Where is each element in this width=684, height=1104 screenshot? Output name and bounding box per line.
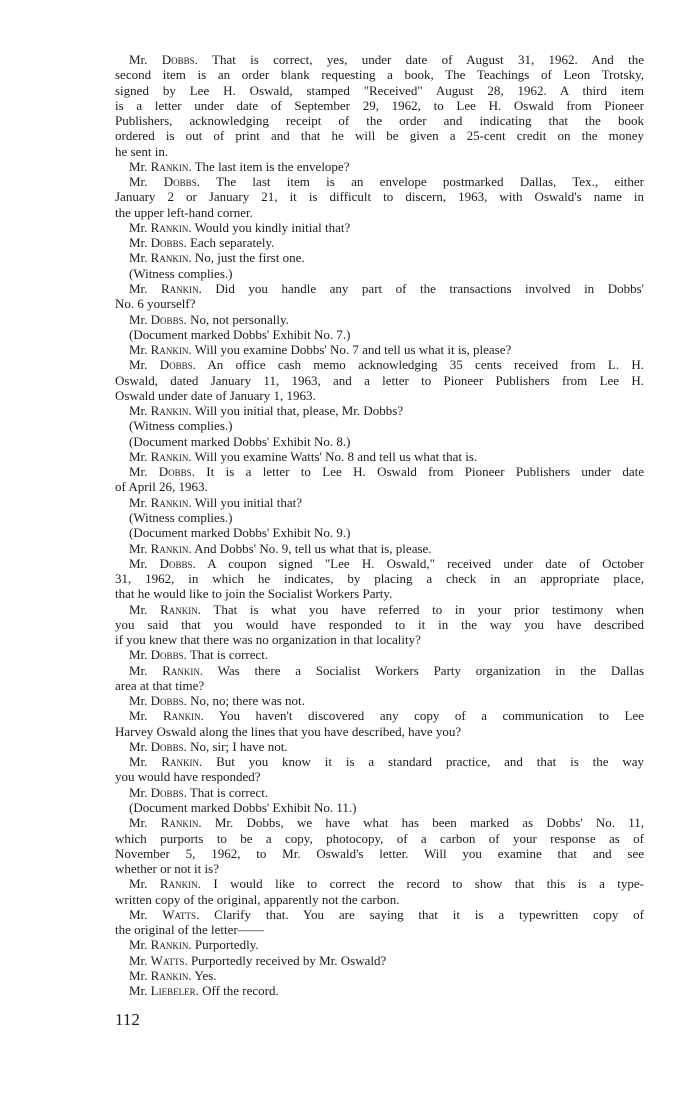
line-text: That is correct. (189, 784, 269, 800)
text-line (115, 327, 644, 342)
speaker-name: Dobbs (150, 738, 184, 754)
speaker-title: Mr. (129, 647, 148, 663)
speaker-title: Mr. (129, 738, 148, 754)
line-text: Clarify that. You are saying that it is a typewritten copy of (214, 906, 645, 922)
text-line: Mr. Dobbs. A coupon signed "Lee H. Oswald," received under date of October (129, 555, 644, 571)
line-text: Purportedly received by Mr. Oswald? (190, 952, 387, 968)
line-text: January 2 or January 21, it is difficult to discern, 1963, with Oswald's name in (115, 189, 644, 205)
line-text: Will you examine Watts' No. 8 and tell us what that is. (194, 448, 478, 464)
line-text: Will you initial that? (194, 494, 303, 510)
speaker-name: Rankin (150, 937, 189, 953)
text-line (115, 189, 644, 204)
testimony-paragraph (115, 907, 644, 938)
line-text: whether or not it is? (115, 861, 219, 877)
speaker-title: Mr. (129, 280, 148, 296)
line-text: Publishers, acknowledging receipt of the order and indicating that the book (115, 113, 644, 129)
speaker-name: Rankin (150, 250, 189, 266)
line-text: (Document marked Dobbs' Exhibit No. 8.) (129, 433, 351, 449)
text-line (115, 418, 644, 433)
speaker-title: Mr. (129, 967, 148, 983)
text-line (115, 83, 644, 98)
text-line: Mr. Rankin. Will you examine Watts' No. 8 and tell us what that is. (129, 448, 478, 464)
speaker-title: Mr. (129, 693, 148, 709)
speaker-name: Rankin (150, 967, 189, 983)
text-line (115, 861, 644, 876)
speaker-name: Rankin (150, 448, 189, 464)
line-text: That is correct, yes, under date of August 31, 1962. And the (212, 52, 644, 67)
line-text: which purports to be a copy, photocopy, of a carbon of your response as of (115, 830, 644, 846)
speaker-name: Rankin (160, 815, 199, 831)
testimony-paragraph (115, 495, 644, 510)
line-text: (Document marked Dobbs' Exhibit No. 11.) (129, 800, 357, 816)
text-line: Mr. Liebeler. Off the record. (129, 983, 279, 999)
line-text: Oswald under date of January 1, 1963. (115, 387, 316, 403)
text-line: Mr. Rankin. You haven't discovered any copy of a communication to Lee (129, 708, 644, 724)
line-text: Would you kindly initial that? (194, 219, 351, 235)
line-text: The last item is the envelope? (194, 158, 350, 174)
line-text: Oswald, dated January 11, 1963, and a letter to Pioneer Publishers from Lee H. (115, 372, 644, 388)
speaker-title: Mr. (129, 876, 148, 892)
text-line (115, 892, 644, 907)
speaker-title: Mr. (129, 219, 148, 235)
line-text: November 5, 1962, to Mr. Oswald's letter. Will you examine that and see (115, 845, 644, 861)
speaker-name: Dobbs (150, 693, 184, 709)
text-line: Mr. Rankin. Yes. (129, 967, 217, 983)
speaker-name: Rankin (150, 540, 189, 556)
text-line: Mr. Dobbs. No, not personally. (129, 311, 289, 327)
line-text: No, not personally. (190, 311, 289, 327)
line-text: And Dobbs' No. 9, tell us what that is, please. (194, 540, 432, 556)
speaker-title: Mr. (129, 357, 148, 373)
text-line: Mr. Dobbs. No, sir; I have not. (129, 738, 288, 754)
parenthetical-note (115, 800, 644, 815)
line-text: It is a letter to Lee H. Oswald from Pioneer Publishers under date (206, 464, 645, 480)
testimony-paragraph (115, 876, 644, 907)
testimony-paragraph (115, 647, 644, 662)
speaker-title: Mr. (129, 754, 148, 770)
speaker-title: Mr. (129, 983, 148, 999)
testimony-paragraph (115, 174, 644, 220)
speaker-title: Mr. (129, 464, 148, 480)
transcript-body (115, 52, 644, 998)
speaker-name: Liebeler (150, 983, 196, 999)
text-line (115, 525, 644, 540)
line-text: No. 6 yourself? (115, 296, 196, 312)
line-text: Did you handle any part of the transactions involved in Dobbs' (215, 280, 644, 296)
text-line (115, 296, 644, 311)
text-line (115, 388, 644, 403)
speaker-name: Dobbs (163, 174, 197, 190)
parenthetical-note (115, 510, 644, 525)
testimony-paragraph (115, 220, 644, 235)
line-text: area at that time? (115, 677, 205, 693)
testimony-paragraph (115, 937, 644, 952)
text-line: Mr. Dobbs. It is a letter to Lee H. Oswald from Pioneer Publishers under date (129, 464, 645, 480)
line-text: (Witness complies.) (129, 418, 233, 434)
testimony-paragraph (115, 235, 644, 250)
text-line: Mr. Rankin. That is what you have referred to in your prior testimony when (129, 601, 645, 617)
text-line: Mr. Rankin. Purportedly. (129, 937, 259, 953)
testimony-paragraph (115, 708, 644, 739)
speaker-name: Rankin (150, 494, 189, 510)
speaker-title: Mr. (129, 448, 148, 464)
speaker-name: Dobbs (161, 52, 195, 67)
line-text: the original of the letter—— (115, 922, 264, 938)
text-line (115, 678, 644, 693)
text-line (115, 831, 644, 846)
text-line: Mr. Dobbs. Each separately. (129, 235, 275, 251)
line-text: signed by Lee H. Oswald, stamped "Received" August 28, 1962. A third item (115, 82, 644, 98)
line-text: That is what you have referred to in your prior testimony when (213, 601, 645, 617)
line-text: (Document marked Dobbs' Exhibit No. 9.) (129, 525, 351, 541)
line-text: Will you initial that, please, Mr. Dobbs? (194, 403, 404, 419)
speaker-title: Mr. (129, 601, 148, 617)
text-line (115, 144, 644, 159)
line-text: the upper left-hand corner. (115, 204, 253, 220)
testimony-paragraph (115, 663, 644, 694)
line-text: second item is an order blank requesting a book, The Teachings of Leon Trotsky, (115, 67, 644, 83)
text-line: Mr. Rankin. Will you initial that? (129, 494, 303, 510)
text-line: Mr. Watts. Clarify that. You are saying that it is a typewritten copy of (129, 906, 645, 922)
line-text: That is correct. (189, 647, 269, 663)
testimony-paragraph (115, 983, 644, 998)
text-line: Mr. Dobbs. An office cash memo acknowledging 35 cents received from L. H. (129, 357, 644, 373)
parenthetical-note (115, 434, 644, 449)
text-line (115, 632, 644, 647)
line-text: written copy of the original, apparently not the carbon. (115, 891, 400, 907)
testimony-paragraph (115, 403, 644, 418)
text-line (115, 800, 644, 815)
parenthetical-note (115, 266, 644, 281)
text-line: Mr. Rankin. Will you initial that, please, Mr. Dobbs? (129, 403, 404, 419)
line-text: Was there a Socialist Workers Party organization in the Dallas (217, 662, 645, 678)
speaker-name: Dobbs (150, 311, 184, 327)
testimony-paragraph (115, 342, 644, 357)
testimony-paragraph (115, 754, 644, 785)
speaker-name: Rankin (160, 601, 198, 617)
testimony-paragraph (115, 541, 644, 556)
speaker-name: Rankin (160, 280, 199, 296)
speaker-name: Dobbs (159, 555, 193, 571)
text-line (115, 98, 644, 113)
line-text: You haven't discovered any copy of a communication to Lee (218, 708, 644, 724)
text-line (115, 769, 644, 784)
text-line: Mr. Rankin. I would like to correct the record to show that this is a type- (129, 876, 645, 892)
line-text: But you know it is a standard practice, and that is the way (216, 754, 645, 770)
line-text: you said that you would have responded to it in the way you have described (115, 616, 644, 632)
line-text: if you knew that there was no organization in that locality? (115, 632, 421, 648)
line-text: Each separately. (190, 235, 275, 251)
testimony-paragraph (115, 52, 644, 159)
speaker-title: Mr. (129, 174, 148, 190)
text-line: Mr. Dobbs. No, no; there was not. (129, 693, 305, 709)
speaker-title: Mr. (129, 403, 148, 419)
text-line (115, 586, 644, 601)
parenthetical-note (115, 418, 644, 433)
testimony-paragraph (115, 312, 644, 327)
line-text: (Document marked Dobbs' Exhibit No. 7.) (129, 326, 351, 342)
speaker-name: Rankin (150, 158, 189, 174)
text-line (115, 617, 644, 632)
text-line: Mr. Rankin. Mr. Dobbs, we have what has been marked as Dobbs' No. 11, (129, 815, 645, 831)
speaker-title: Mr. (129, 540, 148, 556)
line-text: The last item is an envelope postmarked Dallas, Tex., either (215, 174, 645, 190)
speaker-name: Rankin (162, 708, 201, 724)
testimony-paragraph (115, 953, 644, 968)
speaker-name: Rankin (161, 754, 199, 770)
testimony-paragraph (115, 693, 644, 708)
speaker-title: Mr. (129, 250, 148, 266)
speaker-title: Mr. (129, 311, 148, 327)
line-text: you would have responded? (115, 769, 261, 785)
speaker-name: Dobbs (158, 464, 192, 480)
speaker-title: Mr. (129, 952, 148, 968)
speaker-name: Rankin (159, 876, 198, 892)
speaker-name: Rankin (150, 342, 189, 358)
line-text: Harvey Oswald along the lines that you have described, have you? (115, 723, 462, 739)
text-line (115, 205, 644, 220)
speaker-name: Watts (162, 906, 197, 922)
speaker-title: Mr. (129, 937, 148, 953)
testimony-paragraph (115, 159, 644, 174)
text-line: Mr. Rankin. The last item is the envelope? (129, 158, 350, 174)
text-line: Mr. Rankin. Will you examine Dobbs' No. 7 and tell us what it is, please? (129, 342, 512, 358)
testimony-paragraph (115, 250, 644, 265)
line-text: of April 26, 1963. (115, 479, 208, 495)
line-text: Purportedly. (194, 937, 259, 953)
testimony-paragraph (115, 449, 644, 464)
speaker-name: Dobbs (150, 235, 184, 251)
text-line: Mr. Watts. Purportedly received by Mr. Oswald? (129, 952, 387, 968)
line-text: Will you examine Dobbs' No. 7 and tell us what it is, please? (194, 342, 512, 358)
text-line: Mr. Rankin. Would you kindly initial that? (129, 219, 351, 235)
line-text: I would like to correct the record to show that this is a type- (213, 876, 645, 892)
testimony-paragraph (115, 785, 644, 800)
text-line (115, 128, 644, 143)
line-text: A coupon signed "Lee H. Oswald," received under date of October (207, 555, 644, 571)
testimony-paragraph (115, 602, 644, 648)
text-line: Mr. Rankin. And Dobbs' No. 9, tell us what that is, please. (129, 540, 432, 556)
text-line: Mr. Rankin. Did you handle any part of the transactions involved in Dobbs' (129, 280, 644, 296)
text-line (115, 571, 644, 586)
text-line (115, 67, 644, 82)
text-line (115, 434, 644, 449)
parenthetical-note (115, 327, 644, 342)
speaker-name: Watts (150, 952, 185, 968)
text-line: Mr. Rankin. No, just the first one. (129, 250, 305, 266)
page-number: 112 (115, 1010, 140, 1029)
text-line: Mr. Dobbs. The last item is an envelope postmarked Dallas, Tex., either (129, 174, 645, 190)
testimony-paragraph (115, 815, 644, 876)
text-line: Mr. Dobbs. That is correct. (129, 647, 269, 663)
line-text: ordered is out of print and that he will be given a 25-cent credit on the money (115, 128, 644, 144)
text-line: Mr. Dobbs. That is correct, yes, under date of August 31, 1962. And the (129, 52, 644, 67)
line-text: No, just the first one. (194, 250, 305, 266)
line-text: Mr. Dobbs, we have what has been marked as Dobbs' No. 11, (214, 815, 645, 831)
speaker-title: Mr. (129, 342, 148, 358)
testimony-paragraph (115, 739, 644, 754)
line-text: (Witness complies.) (129, 265, 233, 281)
text-line (115, 846, 644, 861)
speaker-title: Mr. (129, 235, 148, 251)
line-text: Off the record. (202, 983, 279, 999)
line-text: he sent in. (115, 143, 169, 159)
speaker-title: Mr. (129, 708, 148, 724)
text-line: Mr. Rankin. But you know it is a standard practice, and that is the way (129, 754, 645, 770)
testimony-paragraph (115, 968, 644, 983)
text-line: Mr. Rankin. Was there a Socialist Workers Party organization in the Dallas (129, 662, 645, 678)
speaker-name: Dobbs (150, 647, 184, 663)
speaker-name: Dobbs (150, 784, 184, 800)
testimony-paragraph (115, 556, 644, 602)
line-text: An office cash memo acknowledging 35 cents received from L. H. (207, 357, 644, 373)
speaker-title: Mr. (129, 906, 148, 922)
speaker-title: Mr. (129, 662, 148, 678)
parenthetical-note (115, 525, 644, 540)
testimony-paragraph (115, 464, 644, 495)
text-line (115, 922, 644, 937)
text-line: Mr. Dobbs. That is correct. (129, 784, 269, 800)
speaker-name: Rankin (150, 219, 189, 235)
line-text: is a letter under date of September 29, 1962, to Lee H. Oswald from Pioneer (115, 97, 644, 113)
line-text: (Witness complies.) (129, 509, 233, 525)
speaker-name: Rankin (162, 662, 200, 678)
text-line (115, 479, 644, 494)
line-text: Yes. (194, 967, 217, 983)
speaker-title: Mr. (129, 815, 148, 831)
testimony-paragraph (115, 357, 644, 403)
speaker-name: Rankin (150, 403, 189, 419)
text-line (115, 724, 644, 739)
line-text: that he would like to join the Socialist Workers Party. (115, 586, 393, 602)
speaker-title: Mr. (129, 158, 148, 174)
text-line (115, 373, 644, 388)
speaker-title: Mr. (129, 784, 148, 800)
speaker-title: Mr. (129, 555, 148, 571)
line-text: 31, 1962, in which he indicates, by placing a check in an appropriate place, (115, 571, 644, 587)
text-line (115, 113, 644, 128)
testimony-paragraph (115, 281, 644, 312)
line-text: No, sir; I have not. (190, 738, 288, 754)
speaker-title: Mr. (129, 52, 148, 67)
text-line (115, 266, 644, 281)
speaker-name: Dobbs (159, 357, 193, 373)
text-line (115, 510, 644, 525)
speaker-title: Mr. (129, 494, 148, 510)
line-text: No, no; there was not. (190, 693, 305, 709)
